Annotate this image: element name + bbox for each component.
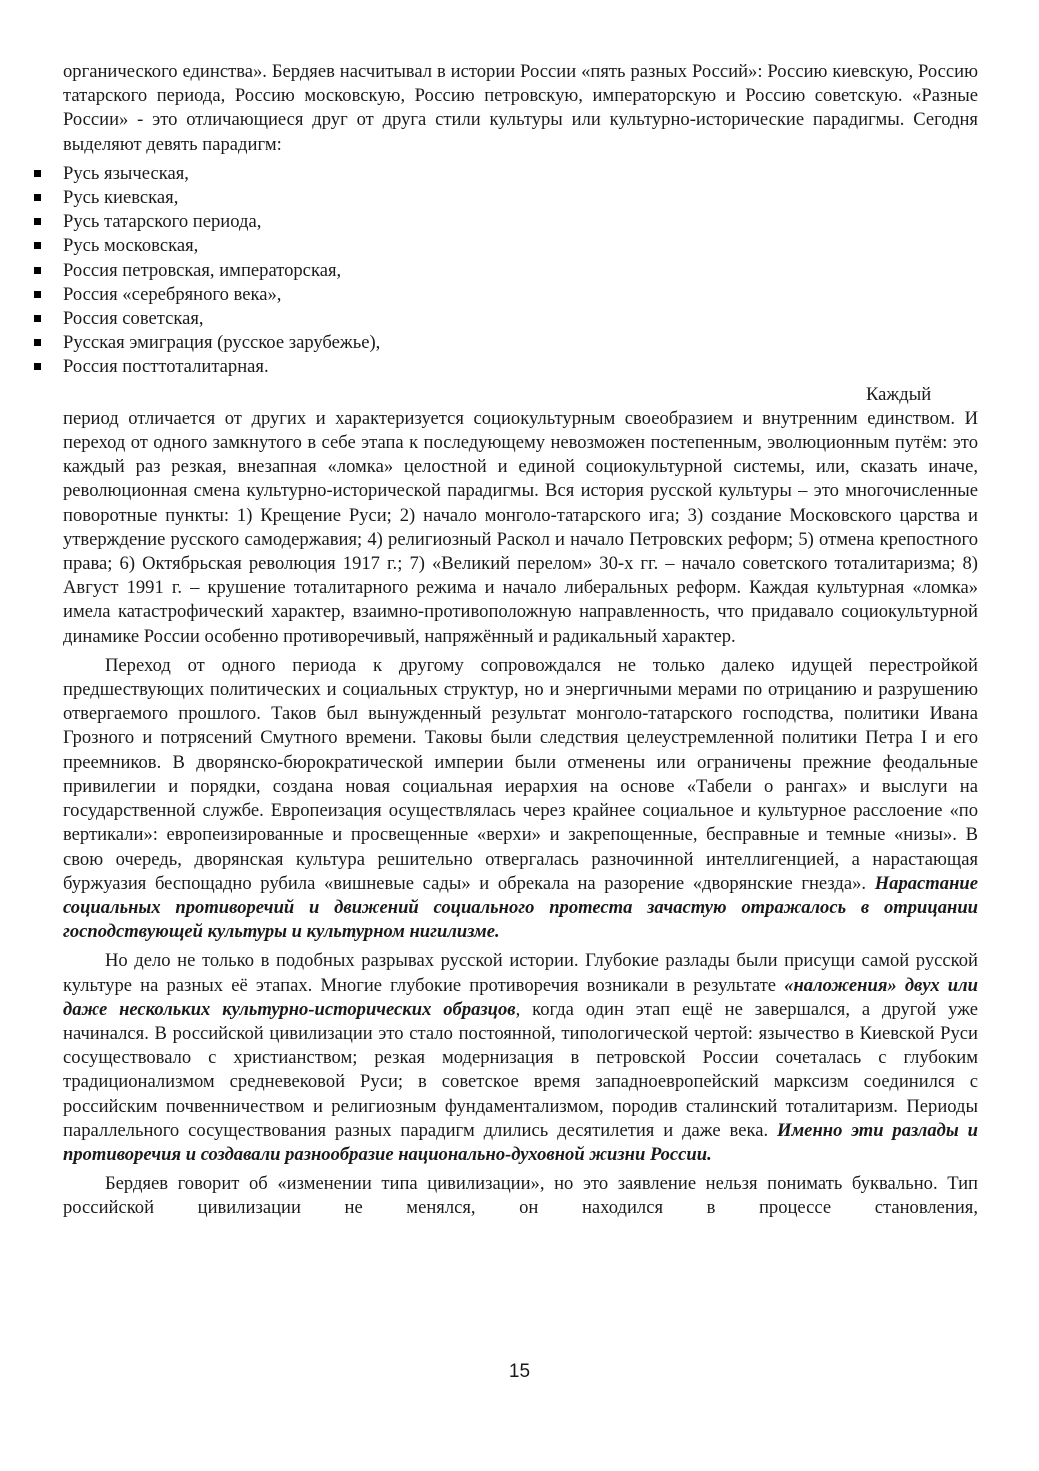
paragraph-periods: период отличается от других и характеризуется социокультурным своеобразием и внутренним единством. И переход от одного замкнутого в себе этапа к последующему невозможен постепенным, эволюционным путём: это каждый раз резкая, внезапная «ломка» целостной и единой социокультурной системы, или, сказать иначе, революционная смена культурно-исторической парадигмы. Вся история русской культуры – это многочисленные поворотные пункты: 1) Крещение Руси; 2) начало монголо-татарского ига; 3) создание Московского царства и утверждение русского самодержавия; 4) религиозный Раскол и начало Петровских реформ; 5) отмена крепостного права; 6) Октябрьская революция 1917 г.; 7) «Великий перелом» 30-х гг. – начало советского тоталитаризма; 8) Август 1991 г. – крушение тоталитарного режима и начало либеральных реформ. Каждая культурная «ломка» имела катастрофический характер, взаимно-противоположную направленность, что придавало социокультурной динамике России особенно противоречивый, напряжённый и радикальный характер. [63,407,978,647]
list-item: Русь московская, [63,234,978,258]
list-item: Русь языческая, [63,162,978,186]
bullet-icon [34,170,41,177]
bullet-icon [34,315,41,322]
bullet-icon [34,363,41,370]
bullet-icon [34,218,41,225]
emphasis-text: Нарастание социальных противоречий и движений социального протеста зачастую отражалось в отрицании господствующей культуры и культурном нигилизме. [63,872,978,943]
list-item: Россия советская, [63,307,978,331]
bullet-icon [34,242,41,249]
list-item: Русь татарского периода, [63,210,978,234]
paragraph-berdyaev: Бердяев говорит об «изменении типа цивилизации», но это заявление нельзя понимать буквально. Тип российской цивилизации не менялся, он находился в процессе становления, [63,1173,978,1219]
paragraph-transition: Переход от одного периода к другому сопровождался не только далеко идущей перестройкой предшествующих политических и социальных структур, но и энергичными мерами по отрицанию и разрушению отвергаемого прошлого. Таков был вынужденный результат монголо-татарского господства, политики Ивана Грозного и потрясений Смутного времени. Таковы были следствия целеустремленной политики Петра I и его преемников. В дворянско-бюрократической империи были отменены или ограничены прежние феодальные привилегии и порядки, создана новая социальная иерархия на основе «Табели о рангах» и выслуги на государственной службе. Европеизация осуществлялась через крайнее социальное и культурное расслоение «по вертикали»: европеизированные и просвещенные «верхи» и закрепощенные, бесправные и темные «низы». В свою очередь, дворянская культура решительно отвергалась разночинной интеллигенцией, а нарастающая буржуазия беспощадно рубила «вишневые сады» и обрекала на разорение «дворянские гнезда». Нарастание социальных противоречий и движений социального протеста зачастую отражалось в отрицании господствующей культуры и культурном нигилизме. [63,654,978,943]
bullet-icon [34,267,41,274]
paragraph-contradictions: Но дело не только в подобных разрывах русской истории. Глубокие разлады были присущи самой русской культуре на разных её этапах. Многие глубокие противоречия возникали в результате «наложения» двух или даже нескольких культурно-исторических образцов, когда один этап ещё не завершался, а другой уже начинался. В российской цивилизации это стало постоянной, типологической чертой: язычество в Киевской Руси сосуществовало с христианством; резкая модернизация в петровской России сочеталась с глубоким традиционализмом средневековой Руси; в советское время западноевропейский марксизм соединился с российским почвенничеством и религиозным фундаментализмом, породив сталинский тоталитаризм. Периоды параллельного сосуществования разных парадигм длились десятилетия и даже века. Именно эти разлады и противоречия и создавали разнообразие национально-духовной жизни России. [63,950,978,1165]
document-page [63,60,978,1221]
paradigm-list [63,162,978,380]
list-item: Россия посттоталитарная. [63,355,978,379]
bullet-icon [34,339,41,346]
intro-paragraph: органического единства». Бердяев насчитывал в истории России «пять разных Россий»: Россию киевскую, Россию татарского периода, Россию московскую, Россию петровскую, императорскую и Россию советскую. «Разные России» - это отличающиеся друг от друга стили культуры или культурно-исторические парадигмы. Сегодня выделяют девять парадигм: [63,61,978,155]
page-number: 15 [508,1361,531,1382]
list-item: Русь киевская, [63,186,978,210]
list-item: Русская эмиграция (русское зарубежье), [63,331,978,355]
list-item: Россия петровская, императорская, [63,259,978,283]
emphasis-text: Именно эти разлады и противоречия и создавали разнообразие национально-духовной жизни России. [63,1119,978,1165]
bullet-icon [34,194,41,201]
kazhdy-word: Каждый [866,383,932,405]
bullet-icon [34,291,41,298]
list-item: Россия «серебряного века», [63,283,978,307]
emphasis-text: «наложения» двух или даже нескольких культурно-исторических образцов [63,974,978,1020]
